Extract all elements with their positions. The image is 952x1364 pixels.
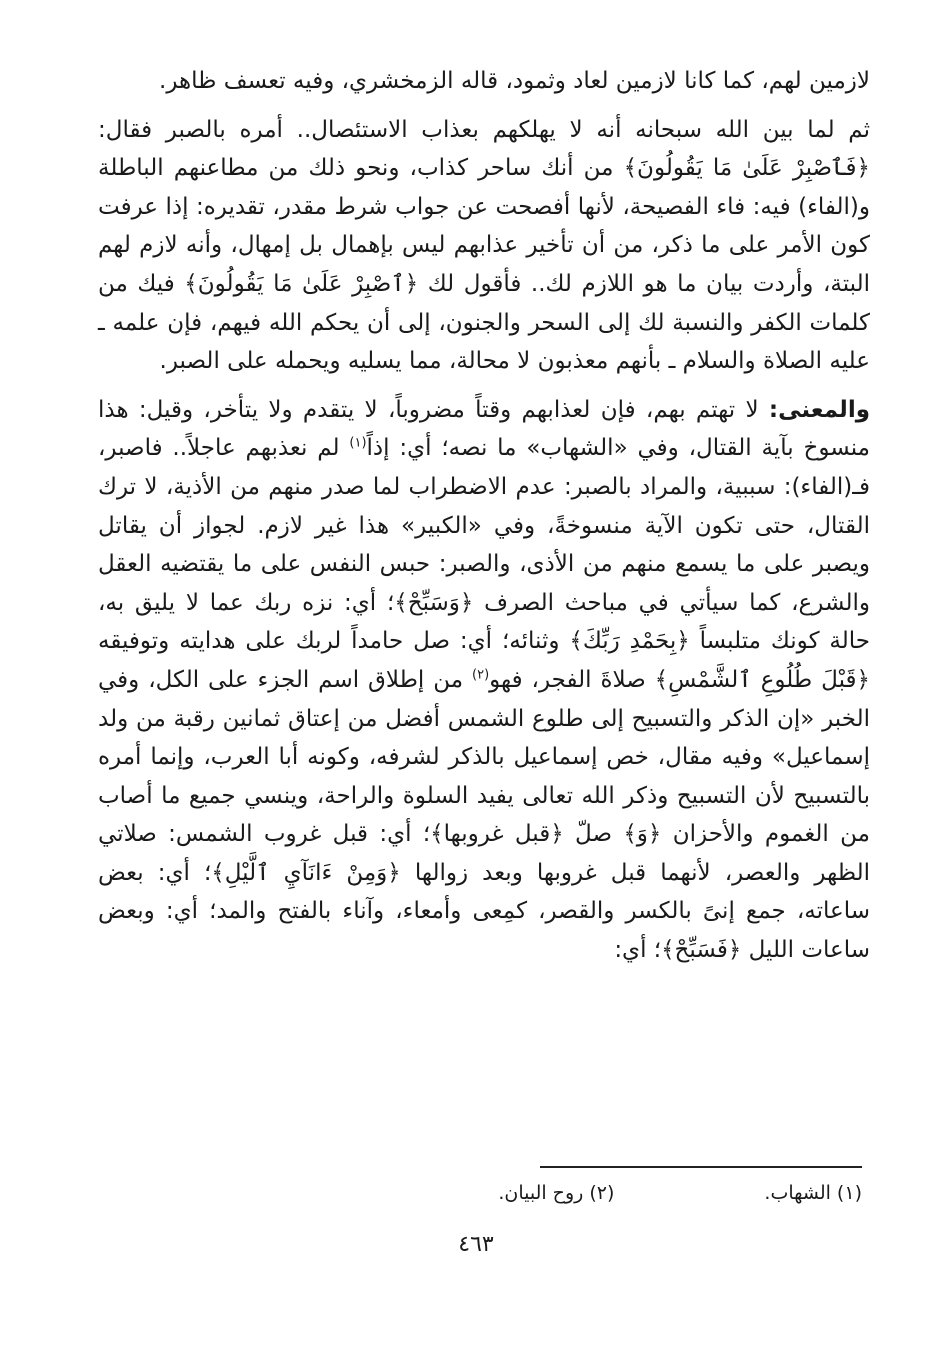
page-body	[98, 62, 870, 970]
footnote-ref-2: (٢)	[472, 667, 490, 683]
footnotes	[300, 1182, 862, 1204]
paragraph-3-lead: والمعنى:	[768, 396, 870, 423]
page-number: ٤٦٣	[458, 1232, 494, 1257]
footnote-2: (٢) روح البيان.	[498, 1182, 615, 1204]
paragraph-1: لازمين لهم، كما كانا لازمين لعاد وثمود، قاله الزمخشري، وفيه تعسف ظاهر.	[159, 68, 870, 94]
paragraph-3-part-a: لا تهتم بهم، فإن لعذابهم وقتاً مضروباً، لا يتقدم ولا يتأخر، وقيل: هذا منسوخ بآية القتال، وفي «الشهاب» ما نصه؛ أي: إذاً	[98, 396, 870, 462]
paragraph-3-part-b: لم نعذبهم عاجلاً.. فاصبر، فـ(الفاء): سببية، والمراد بالصبر: عدم الاضطراب لما صدر منهم من الأذية، لا ترك القتال، حتى تكون الآية منسوخةً، وفي «الكبير» هذا غير لازم. لجواز أن يقاتل ويصبر على ما يسمع منهم من الأذى، والصبر: حبس النفس على ما يقتضيه العقل والشرع، كما سيأتي في مباحث الصرف ﴿وَسَبِّحْ﴾؛ أي: نزه ربك عما لا يليق به، حالة كونك متلبساً ﴿بِحَمْدِ رَبِّكَ﴾ وثنائه؛ أي: صل حامداً لربك على هدايته وتوفيقه ﴿قَبْلَ طُلُوعِ ٱلشَّمْسِ﴾ صلاةَ الفجر، فهو	[98, 435, 870, 693]
paragraph-2: ثم لما بين الله سبحانه أنه لا يهلكهم بعذاب الاستئصال.. أمره بالصبر فقال: ﴿فَٱصْبِرْ عَلَىٰ مَا يَقُولُونَ﴾ من أنك ساحر كذاب، ونحو ذلك من مطاعنهم الباطلة و(الفاء) فيه: فاء الفصيحة، لأنها أفصحت عن جواب شرط مقدر، تقديره: إذا عرفت كون الأمر على ما ذكر، من أن تأخير عذابهم ليس بإهمال بل إمهال، وأنه لازم لهم البتة، وأردت بيان ما هو اللازم لك.. فأقول لك ﴿ٱصْبِرْ عَلَىٰ مَا يَقُولُونَ﴾ فيك من كلمات الكفر والنسبة لك إلى السحر والجنون، إلى أن يحكم الله فيهم، فإن علمه ـ عليه الصلاة والسلام ـ بأنهم معذبون لا محالة، مما يسليه ويحمله على الصبر.	[98, 116, 870, 375]
paragraph-3-part-c: من إطلاق اسم الجزء على الكل، وفي الخبر «إن الذكر والتسبيح إلى طلوع الشمس أفضل من إعتاق ثمانين رقبة من ولد إسماعيل» وفيه مقال، خص إسماعيل بالذكر لشرفه، وكونه أبا العرب، وإنما أمره بالتسبيح لأن التسبيح وذكر الله تعالى يفيد السلوة والراحة، وينسي جميع ما أصاب من الغموم والأحزان ﴿وَ﴾ صلّ ﴿قبل غروبها﴾؛ أي: قبل غروب الشمس: صلاتي الظهر والعصر، لأنهما قبل غروبها وبعد زوالها ﴿وَمِنْ ءَانَآيِ ٱلَّيْلِ﴾؛ أي: بعض ساعاته، جمع إنىً بالكسر والقصر، كمِعى وأمعاء، وآناء بالفتح والمد؛ أي: وبعض ساعات الليل ﴿فَسَبِّحْ﴾؛ أي:	[98, 666, 870, 964]
paragraph-3	[98, 391, 870, 970]
footnote-1: (١) الشهاب.	[764, 1182, 862, 1204]
footnote-ref-1: (١)	[349, 435, 367, 451]
footnote-divider	[540, 1166, 862, 1168]
